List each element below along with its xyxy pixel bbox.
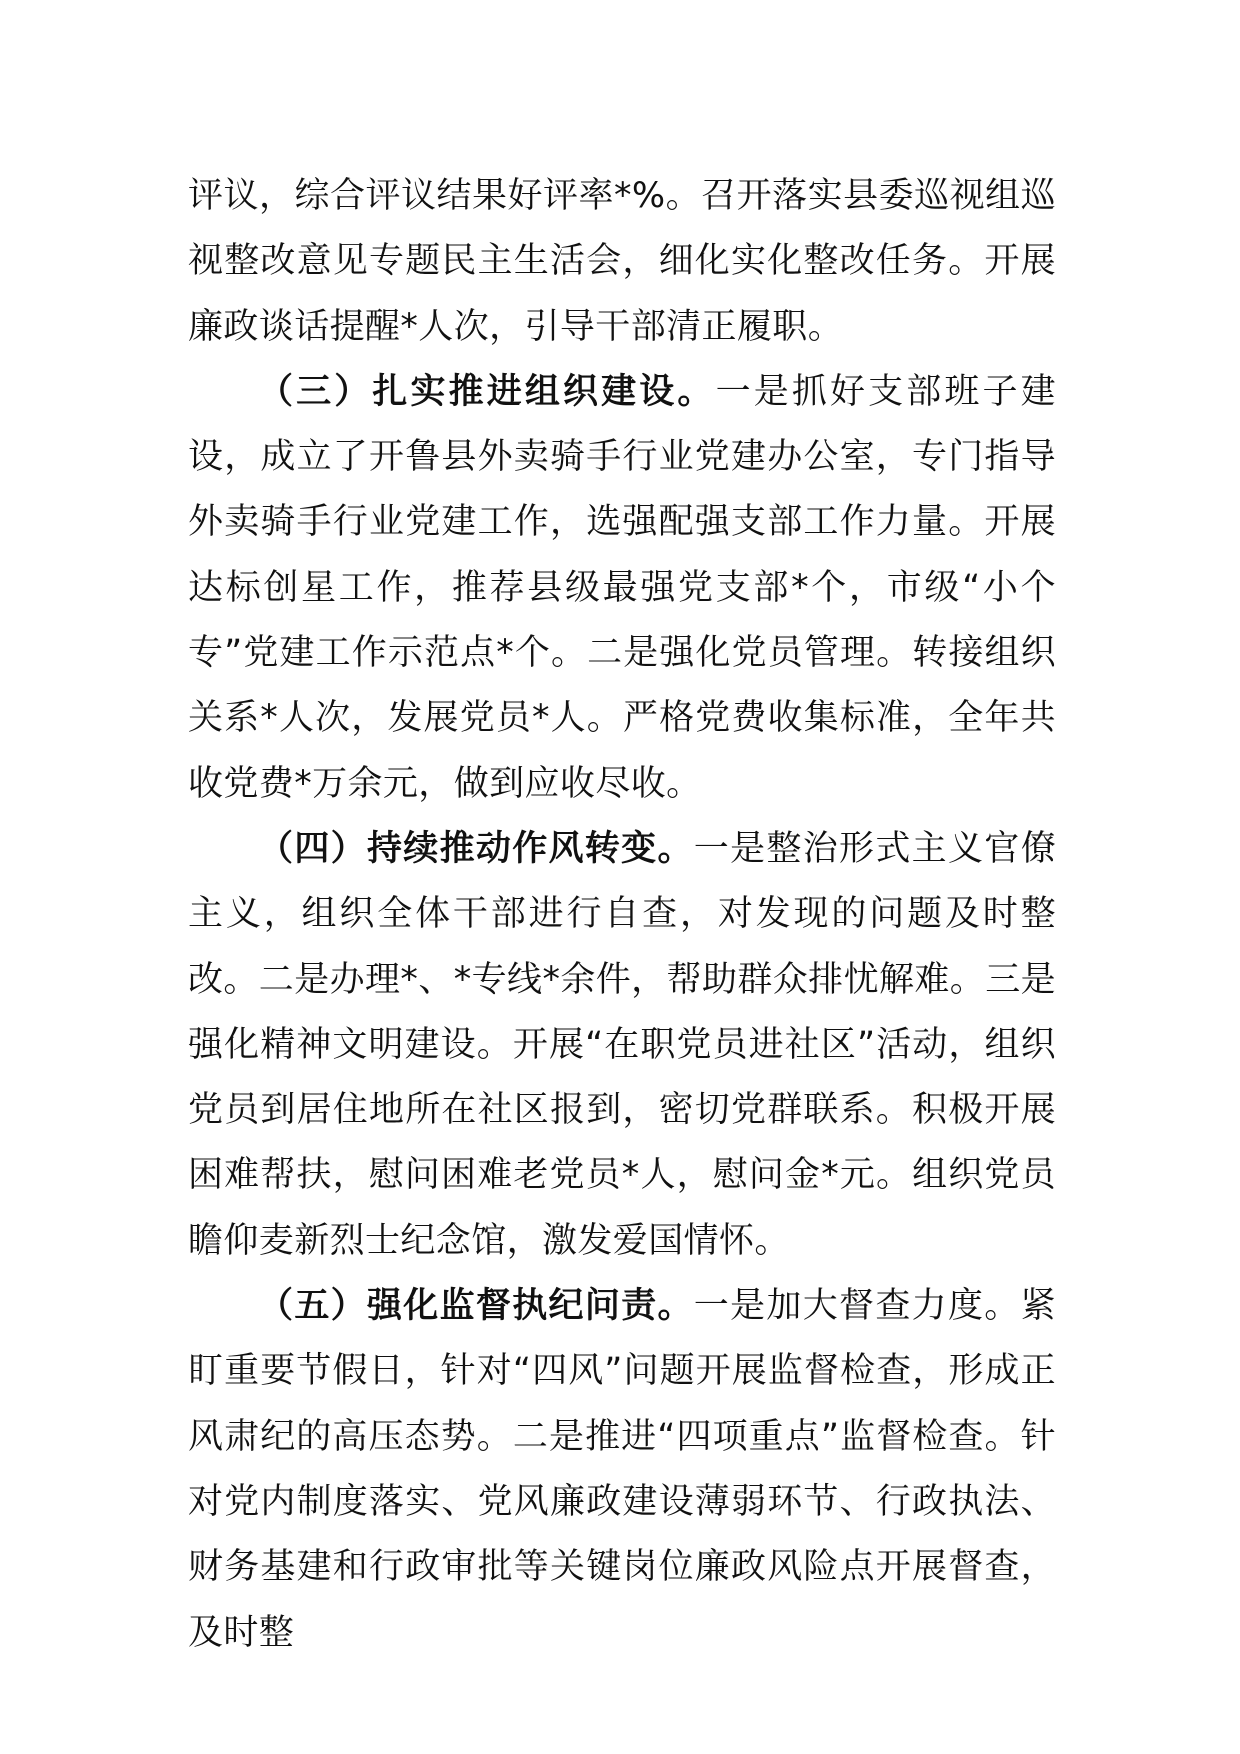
document-page (188, 164, 1056, 1666)
paragraph-body: 一是整治形式主义官僚主义，组织全体干部进行自查，对发现的问题及时整改。二是办理*、*专线*余件，帮助群众排忧解难。三是强化精神文明建设。开展“在职党员进社区”活动，组织党员到居住地所在社区报到，密切党群联系。积极开展困难帮扶，慰问困难老党员*人，慰问金*元。组织党员瞻仰麦新烈士纪念馆，激发爱国情怀。 (188, 828, 1056, 1261)
paragraph-organization-building (188, 360, 1056, 817)
paragraph-body: 一是抓好支部班子建设，成立了开鲁县外卖骑手行业党建办公室，专门指导外卖骑手行业党建工作，选强配强支部工作力量。开展达标创星工作，推荐县级最强党支部*个，市级“小个专”党建工作示范点*个。二是强化党员管理。转接组织关系*人次，发展党员*人。严格党费收集标准，全年共收党费*万余元，做到应收尽收。 (188, 371, 1056, 804)
paragraph-body: 评议，综合评议结果好评率*%。召开落实县委巡视组巡视整改意见专题民主生活会，细化实化整改任务。开展廉政谈话提醒*人次，引导干部清正履职。 (188, 176, 1056, 347)
section-heading: （四）持续推动作风转变。 (258, 828, 694, 869)
paragraph-continuation (188, 164, 1056, 360)
section-heading: （三）扎实推进组织建设。 (258, 371, 716, 412)
paragraph-work-style (188, 817, 1056, 1274)
paragraph-supervision (188, 1274, 1056, 1666)
section-heading: （五）强化监督执纪问责。 (258, 1286, 694, 1327)
paragraph-body: 一是加大督查力度。紧盯重要节假日，针对“四风”问题开展监督检查，形成正风肃纪的高压态势。二是推进“四项重点”监督检查。针对党内制度落实、党风廉政建设薄弱环节、行政执法、财务基建和行政审批等关键岗位廉政风险点开展督查，及时整 (188, 1286, 1056, 1653)
